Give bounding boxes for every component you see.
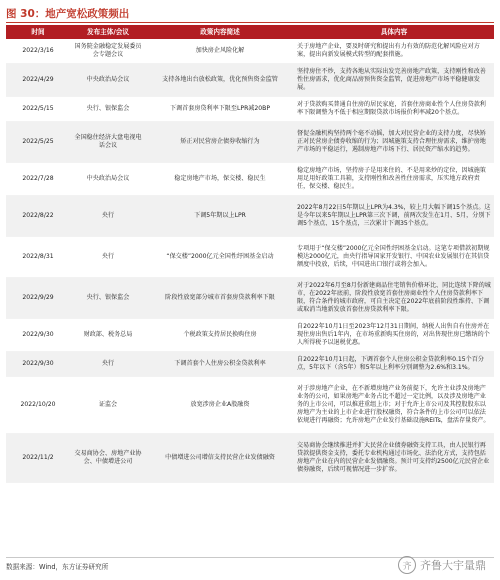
- header-date: 时间: [31, 28, 45, 36]
- cell-title: 阶段性放宽部分城市首套房贷款利率下限: [165, 294, 275, 302]
- cell-title: 矫正对民营房企债券收缩行为: [180, 138, 260, 146]
- cell-org: 央行、银保监会: [86, 105, 130, 113]
- cell-title: 加快房企风险化解: [195, 47, 245, 55]
- watermark: [398, 556, 486, 574]
- table-row: [6, 434, 494, 483]
- table-row: [6, 163, 494, 196]
- cell-detail: 对于贷款购买普通自住房的居民家庭，首套住房商业性个人住房贷款利率下限调整为不低于相应期限贷款市场报价利率减20个基点。: [297, 101, 486, 116]
- cell-title: 放宽涉房企业A股融资: [190, 401, 250, 409]
- cell-org: 中央政治局会议: [86, 76, 130, 84]
- cell-detail: 交易商协会继续推进并扩大民营企业债券融资支持工具，由人民银行再贷款提供资金支持，委托专业机构通过市场化、法治化方式，支持包括房地产企业在内的民营企业发债融资。预计可支持约2500亿元民营企业债券融资，后续可视情况进一步扩容。: [297, 442, 490, 473]
- cell-org: 央行: [101, 212, 115, 220]
- cell-date: 2022/8/22: [22, 212, 54, 220]
- table-row: [6, 352, 494, 377]
- cell-org: 央行: [101, 253, 115, 261]
- cell-org: 全国稳住经济大盘电视电话会议: [74, 134, 142, 149]
- cell-title: “保交楼”2000亿元全国性纾困基金启动: [166, 253, 274, 261]
- title-divider: [6, 22, 494, 23]
- watermark-logo-icon: 齐: [398, 556, 416, 574]
- cell-detail: 对于2022年6月至8月份新建商品住宅销售价格环比、同比连续下降的城市，在2022年底前，阶段性放宽首套住房商业性个人住房贷款利率下限，符合条件的城市政府，可自主决定在2022年底前阶段性维持、下调或取消当地新发放首套住房贷款利率下限。: [297, 282, 491, 313]
- cell-detail: 对于涉房地产企业，在不新增房地产业务前提下，允许主业涉及房地产业务的公司，如果房地产业务占比不超过一定比例，以及涉及房地产业务的上市公司，可以推进重组上市；对于允许上市公司及其控股股东以房地产为主业的上市企业进行股权融资，符合条件的上市公司可以依法依规进行再融资；允许房地产企业发行基础设施REITs，盘活存量资产。: [297, 385, 490, 424]
- cell-org: 国务院金融稳定发展委员会专题会议: [74, 43, 142, 58]
- cell-detail: 坚持房住不炒，支持各地从实际出发完善房地产政策，支持刚性和改善性住房需求，优化商品房预售资金监管，促进房地产市场平稳健康发展。: [297, 68, 486, 91]
- cell-date: 2022/9/30: [22, 360, 54, 368]
- cell-detail: 督促金融机构坚持两个毫不动摇，加大对民营企业的支持力度，尽快矫正对民营房企债券收缩的行为；因城施策支持合理住房需求，维护房地产市场的平稳运行，遏制房地产市场下行、居民资产缩水的趋势。: [297, 130, 486, 153]
- cell-date: 2022/8/31: [22, 253, 54, 261]
- table-row: [6, 196, 494, 237]
- cell-org: 央行: [101, 360, 115, 368]
- table-row: [6, 377, 494, 434]
- table-body: [6, 39, 494, 483]
- cell-detail: 自2022年10月1日起，下调首套个人住房公积金贷款利率0.15个百分点，5年以下（含5年）和5年以上利率分别调整为2.6%和3.1%。: [297, 356, 484, 371]
- source-note: 数据来源：Wind，东方证券研究所: [6, 563, 109, 571]
- cell-detail: 关于房地产企业，要及时研究和提出有力有效的防范化解风险应对方案，提出向新发展模式转型的配套措施。: [297, 43, 480, 58]
- table-header: [6, 25, 494, 39]
- cell-org: 央行、银保监会: [86, 294, 130, 302]
- header-detail: 具体内容: [380, 28, 408, 36]
- cell-title: 中债增进公司增信支持民营企业发债融资: [165, 454, 275, 462]
- cell-date: 2022/4/29: [22, 76, 54, 84]
- cell-date: 2022/5/25: [22, 138, 54, 146]
- cell-date: 2022/7/28: [22, 175, 54, 183]
- cell-date: 2022/5/15: [22, 105, 54, 113]
- cell-title: 稳定房地产市场，保交楼、稳民生: [174, 175, 266, 183]
- cell-date: 2022/9/29: [22, 294, 54, 302]
- table-row: [6, 278, 494, 319]
- cell-detail: 自2022年10月1日至2023年12月31日期间，纳税人出售自有住房并在现住房出售后1年内，在市场重新购买住房的，对出售现住房已缴纳的个人所得税予以退税优惠。: [297, 323, 490, 346]
- cell-date: 2022/3/16: [22, 47, 54, 55]
- table-row: [6, 237, 494, 278]
- table-row: [6, 122, 494, 163]
- cell-title: 下调首套个人住房公积金贷款利率: [174, 360, 266, 368]
- cell-detail: 稳定房地产市场，坚持房子是用来住的、不是用来炒的定位，因城施策用足用好政策工具箱，支持刚性和改善性住房需求，压实地方政府责任，保交楼、稳民生。: [297, 167, 486, 190]
- cell-org: 中央政治局会议: [86, 175, 130, 183]
- cell-org: 证监会: [98, 401, 118, 409]
- table-row: [6, 39, 494, 64]
- cell-org: 交易商协会、房地产业协会、中债增进公司: [74, 450, 142, 465]
- cell-org: 财政部、税务总局: [83, 331, 133, 339]
- cell-detail: 专项用于“保交楼”2000亿元全国性纾困基金启动。这笔专项借款初期规模达2000亿元，由央行指导国家开发银行、中国农业发展银行在其信贷额度中投放，后续，中国进出口银行或将会加入。: [297, 245, 490, 268]
- cell-title: 下调5年期以上LPR: [194, 212, 246, 220]
- table-row: [6, 319, 494, 352]
- policy-table: [6, 25, 494, 483]
- header-org: 发布主体/会议: [87, 28, 129, 36]
- cell-detail: 2022年8月22日5年期以上LPR为4.3%，较上月大幅下调15个基点。这是今年以来5年期以上LPR第三次下调，前两次发生在1月、5月，分别下调5个基点、15个基点，三次累计下调35个基点。: [297, 204, 491, 227]
- cell-date: 2022/10/20: [20, 401, 56, 409]
- header-title: 政策内容简述: [200, 28, 240, 36]
- cell-date: 2022/9/30: [22, 331, 54, 339]
- cell-title: 个税政策支持居民换购住房: [183, 331, 257, 339]
- figure-title: 图 30：地产宽松政策频出: [6, 8, 130, 20]
- cell-title: 支持各地出台放松政策，优化预售资金监管: [162, 76, 278, 84]
- table-row: [6, 64, 494, 97]
- cell-date: 2022/11/2: [22, 454, 54, 462]
- table-row: [6, 97, 494, 122]
- watermark-text: 齐鲁大宇量鼎: [420, 559, 486, 572]
- cell-title: 下调首套房贷利率下限至LPR减20BP: [169, 105, 271, 113]
